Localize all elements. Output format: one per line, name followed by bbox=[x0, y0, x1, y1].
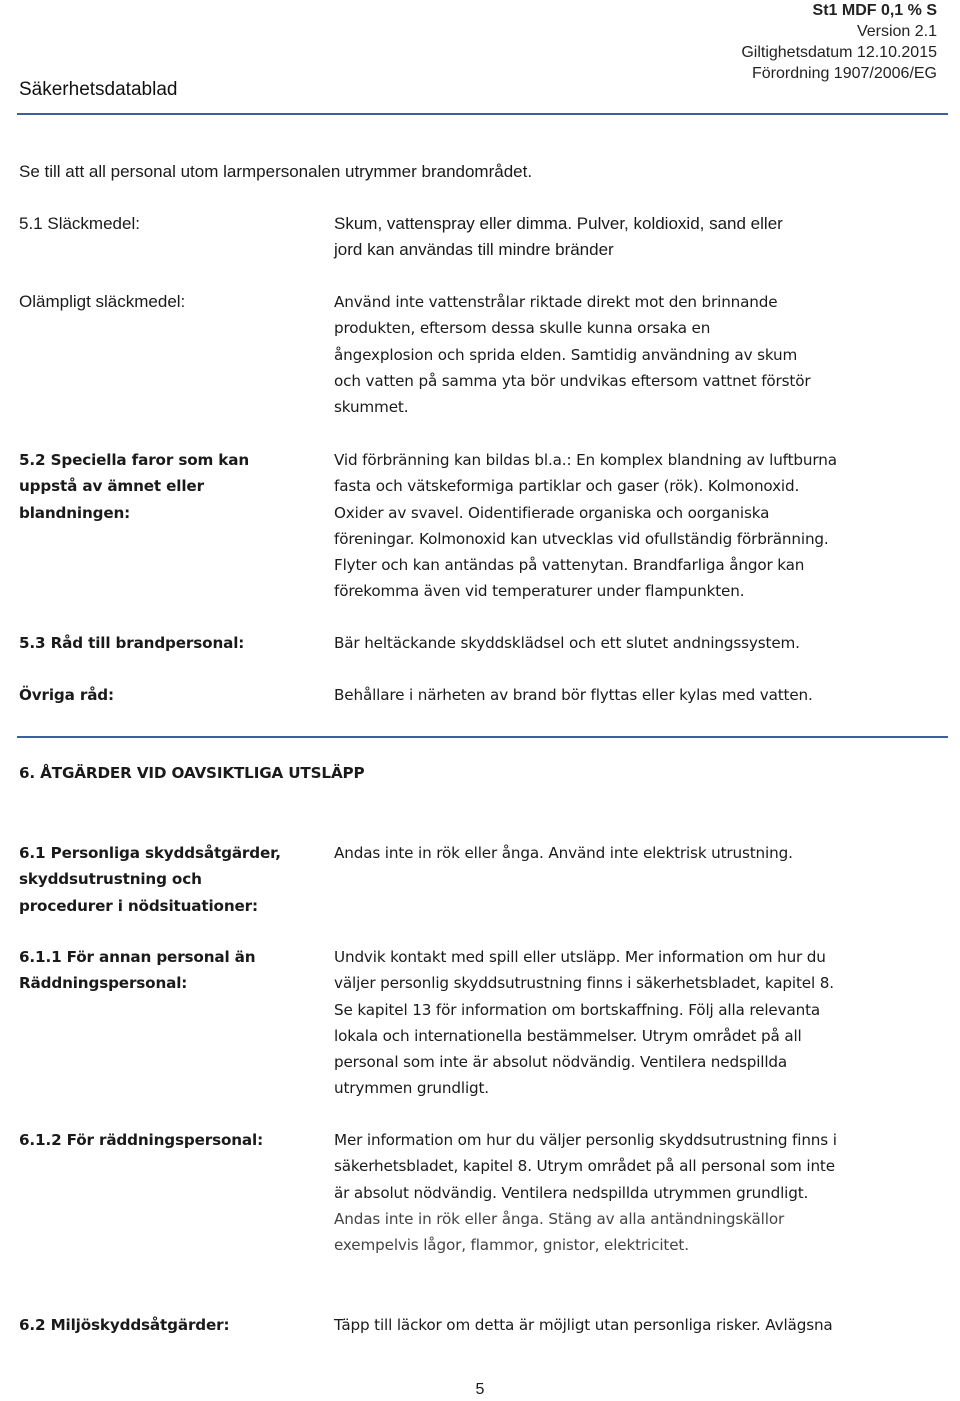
evacuation-note: Se till att all personal utom larmpersonalen utrymmer brandområdet. bbox=[19, 162, 533, 181]
document-meta bbox=[741, 0, 937, 84]
non-emergency-label bbox=[19, 944, 255, 997]
version-text: Version 2.1 bbox=[856, 23, 937, 40]
non-emergency-text bbox=[334, 944, 834, 1102]
text-line: Andas inte in rök eller ånga. Stäng av alla antändningskällor bbox=[334, 1209, 785, 1228]
text-line: förekomma även vid temperaturer under flampunkten. bbox=[334, 582, 745, 601]
text-line: Oxider av svavel. Oidentifierade organiska och oorganiska bbox=[334, 503, 770, 522]
text-line: personal som inte är absolut nödvändig. Ventilera nedspillda bbox=[334, 1053, 788, 1072]
product-name: St1 MDF 0,1 % S bbox=[812, 2, 937, 19]
section-heading: 6. ÅTGÄRDER VID OAVSIKTLIGA UTSLÄPP bbox=[19, 764, 365, 782]
text-line: Vid förbränning kan bildas bl.a.: En komplex blandning av luftburna bbox=[334, 451, 837, 469]
label-line: 6.1.1 För annan personal än bbox=[19, 948, 256, 966]
text-line: jord kan användas till mindre bränder bbox=[334, 240, 614, 260]
label-line: procedurer i nödsituationer: bbox=[19, 896, 258, 915]
other-advice-text: Behållare i närheten av brand bör flyttas eller kylas med vatten. bbox=[334, 686, 813, 704]
label-line: uppstå av ämnet eller bbox=[19, 477, 204, 496]
extinguish-label: 5.1 Släckmedel: bbox=[19, 214, 140, 233]
section-divider bbox=[17, 736, 948, 738]
hazards-label bbox=[19, 447, 249, 526]
personal-precautions-text: Andas inte in rök eller ånga. Använd inte elektrisk utrustning. bbox=[334, 844, 793, 862]
text-line: skummet. bbox=[334, 398, 409, 417]
responders-label: 6.1.2 För räddningspersonal: bbox=[19, 1131, 263, 1149]
personal-precautions-label bbox=[19, 840, 281, 919]
text-line: Flyter och kan antändas på vattenytan. Brandfarliga ångor kan bbox=[334, 556, 805, 575]
label-line: blandningen: bbox=[19, 503, 131, 522]
valid-date: Giltighetsdatum 12.10.2015 bbox=[741, 44, 937, 61]
text-line: Mer information om hur du väljer personlig skyddsutrustning finns i bbox=[334, 1131, 837, 1149]
text-line: utrymmen grundligt. bbox=[334, 1079, 489, 1098]
page-number: 5 bbox=[475, 1381, 485, 1398]
text-line: lokala och internationella bestämmelser. Utrym området på all bbox=[334, 1026, 802, 1045]
text-line: väljer personlig skyddsutrustning finns i säkerhetsbladet, kapitel 8. bbox=[334, 974, 834, 993]
environment-text: Täpp till läckor om detta är möjligt utan personliga risker. Avlägsna bbox=[334, 1316, 833, 1334]
text-line: och vatten på samma yta bör undvikas eftersom vattnet förstör bbox=[334, 371, 811, 390]
firefighter-text: Bär heltäckande skyddsklädsel och ett slutet andningssystem. bbox=[334, 634, 800, 652]
text-line: Se kapitel 13 för information om bortskaffning. Följ alla relevanta bbox=[334, 1000, 821, 1019]
text-line: föreningar. Kolmonoxid kan utvecklas vid ofullständig förbränning. bbox=[334, 529, 829, 548]
text-line: ångexplosion och sprida elden. Samtidig användning av skum bbox=[334, 345, 798, 364]
responders-text bbox=[334, 1127, 837, 1258]
label-line: 6.1 Personliga skyddsåtgärder, bbox=[19, 844, 281, 862]
header-divider bbox=[17, 113, 948, 115]
text-line: produkten, eftersom dessa skulle kunna orsaka en bbox=[334, 319, 711, 338]
hazards-text bbox=[334, 447, 837, 605]
regulation-text: Förordning 1907/2006/EG bbox=[751, 65, 937, 82]
text-line: är absolut nödvändig. Ventilera nedspillda utrymmen grundligt. bbox=[334, 1183, 809, 1202]
text-line: exempelvis lågor, flammor, gnistor, elektricitet. bbox=[334, 1236, 689, 1255]
label-line: 5.2 Speciella faror som kan bbox=[19, 451, 250, 469]
label-line: skyddsutrustning och bbox=[19, 870, 202, 889]
text-line: säkerhetsbladet, kapitel 8. Utrym området på all personal som inte bbox=[334, 1157, 835, 1176]
text-line: Undvik kontakt med spill eller utsläpp. Mer information om hur du bbox=[334, 948, 826, 966]
text-line: fasta och vätskeformiga partiklar och gaser (rök). Kolmonoxid. bbox=[334, 477, 800, 496]
environment-label: 6.2 Miljöskyddsåtgärder: bbox=[19, 1316, 230, 1334]
unsuitable-text bbox=[334, 289, 810, 420]
text-line: Skum, vattenspray eller dimma. Pulver, koldioxid, sand eller bbox=[334, 214, 783, 233]
text-line: Använd inte vattenstrålar riktade direkt mot den brinnande bbox=[334, 293, 778, 311]
firefighter-label: 5.3 Råd till brandpersonal: bbox=[19, 634, 245, 652]
other-advice-label: Övriga råd: bbox=[19, 686, 114, 704]
label-line: Räddningspersonal: bbox=[19, 974, 188, 993]
document-title: Säkerhetsdatablad bbox=[19, 79, 178, 100]
extinguish-text bbox=[334, 211, 783, 264]
unsuitable-label: Olämpligt släckmedel: bbox=[19, 292, 186, 311]
